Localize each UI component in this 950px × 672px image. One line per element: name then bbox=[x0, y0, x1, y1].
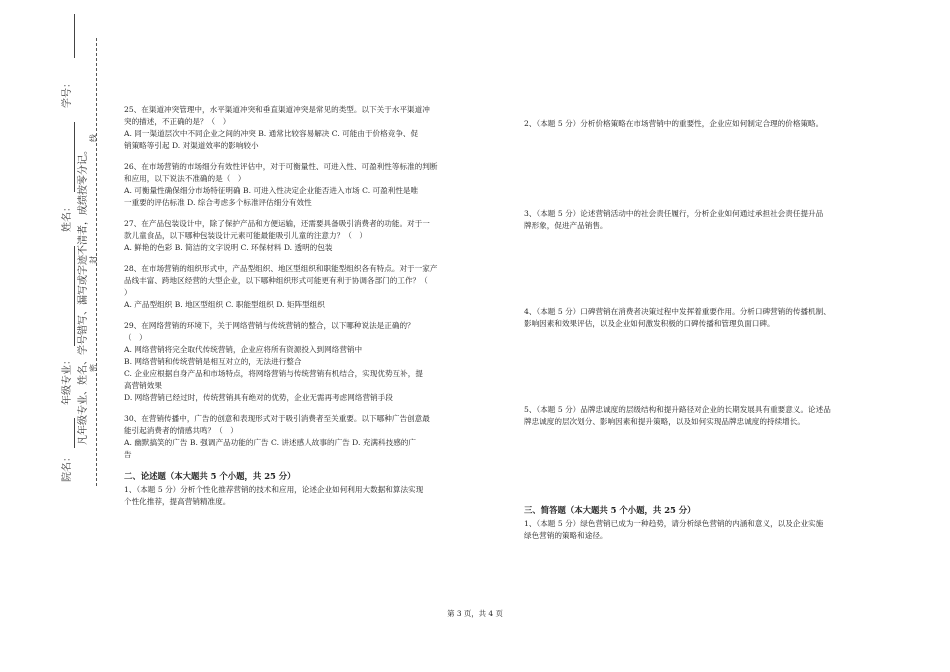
section-title-essay: 二、论述题（本大题共 5 个小题，共 25 分） bbox=[124, 471, 296, 481]
question-stem: 28、在市场营销的组织形式中，产品型组织、地区型组织和职能型组织各有特点。对于一家产 bbox=[124, 264, 438, 273]
school-label: 院名： bbox=[62, 452, 73, 482]
major-blank-line bbox=[74, 246, 75, 346]
question-stem: 和应用，以下说法不准确的是（ ） bbox=[124, 174, 246, 183]
question-options: 高营销效果 bbox=[124, 381, 162, 390]
essay-question-4-block bbox=[524, 306, 874, 330]
seal-mark-3: 线 bbox=[89, 134, 98, 142]
question-25 bbox=[124, 104, 472, 152]
question-stem: 27、在产品包装设计中，除了保护产品和方便运输，还需要具备吸引消费者的功能。对于一 bbox=[124, 219, 430, 228]
binding-margin bbox=[0, 0, 110, 672]
question-options: A. 产品型组织 B. 地区型组织 C. 职能型组织 D. 矩阵型组织 bbox=[124, 300, 325, 309]
name-blank-line bbox=[74, 122, 75, 192]
student-id-label: 学号： bbox=[62, 78, 73, 108]
essay-section bbox=[124, 470, 472, 508]
seal-dashed-line bbox=[96, 38, 97, 486]
question-options: B. 网络营销和传统营销是相互对立的，无法进行整合 bbox=[124, 357, 302, 366]
question-stem: 品线丰富、跨地区经营的大型企业，以下哪种组织形式可能更有利于协调各部门的工作？（ bbox=[124, 276, 428, 285]
question-29 bbox=[124, 320, 472, 404]
question-28 bbox=[124, 263, 472, 311]
question-options: A. 网络营销将完全取代传统营销，企业应将所有资源投入到网络营销中 bbox=[124, 345, 363, 354]
question-options: A. 幽默搞笑的广告 B. 强调产品功能的广告 C. 讲述感人故事的广告 D. 充满科技感的广 bbox=[124, 438, 416, 447]
major-label: 年级专业： bbox=[62, 355, 73, 405]
question-stem: 26、在市场营销的市场细分有效性评估中，对于可衡量性、可进入性、可盈利性等标准的判断 bbox=[124, 162, 438, 171]
question-options: A. 鲜艳的色彩 B. 简洁的文字说明 C. 环保材料 D. 透明的包装 bbox=[124, 243, 333, 252]
page-number: 第 3 页，共 4 页 bbox=[447, 609, 503, 618]
essay-question-5: 5、（本题 5 分）品牌忠诚度的层级结构和提升路径对企业的长期发展具有重要意义。论述品 bbox=[524, 405, 831, 414]
school-blank-line bbox=[74, 418, 75, 448]
question-options: A. 可衡量性确保细分市场特征明确 B. 可进入性决定企业能否进入市场 C. 可盈利性是唯 bbox=[124, 186, 419, 195]
seal-mark-2: 封 bbox=[89, 256, 98, 264]
essay-question-2: 2、（本题 5 分）分析价格策略在市场营销中的重要性，企业应如何制定合理的价格策略。 bbox=[524, 119, 824, 128]
question-options: C. 企业应根据自身产品和市场特点，将网络营销与传统营销有机结合，实现优势互补，提 bbox=[124, 369, 423, 378]
question-stem: 突的描述，不正确的是？（ ） bbox=[124, 117, 231, 126]
essay-question-3-block bbox=[524, 208, 874, 232]
essay-question-3-cont: 牌形象，促进产品销售。 bbox=[524, 221, 608, 230]
question-stem: 款儿童食品，以下哪种包装设计元素可能最能吸引儿童的注意力？（ ） bbox=[124, 231, 367, 240]
seal-mark-1: 密 bbox=[89, 364, 98, 372]
question-options: A. 同一渠道层次中不同企业之间的冲突 B. 通常比较容易解决 C. 可能由于价格竞争、促 bbox=[124, 129, 419, 138]
essay-question-1: 1、（本题 5 分）分析个性化推荐营销的技术和应用，论述企业如何利用大数据和算法实现 bbox=[124, 485, 424, 494]
question-stem: ） bbox=[124, 288, 132, 297]
short-answer-question-1-cont: 绿色营销的策略和途径。 bbox=[524, 531, 608, 540]
question-stem: 25、在渠道冲突管理中，水平渠道冲突和垂直渠道冲突是常见的类型。以下关于水平渠道冲 bbox=[124, 105, 430, 114]
essay-question-5-cont: 牌忠诚度的层次划分、影响因素和提升策略，以及如何实现品牌忠诚度的持续增长。 bbox=[524, 417, 805, 426]
question-stem: 29、在网络营销的环境下，关于网络营销与传统营销的整合，以下哪种说法是正确的？ bbox=[124, 321, 415, 330]
question-options: 告 bbox=[124, 450, 132, 459]
question-stem: 30、在营销传播中，广告的创意和表现形式对于吸引消费者至关重要。以下哪种广告创意最 bbox=[124, 414, 430, 423]
name-label: 姓名： bbox=[62, 202, 73, 232]
filling-notice: 凡年级专业、姓名、学号错写、漏写或字迹不清者，成绩按零分记。 bbox=[78, 145, 89, 445]
essay-question-4: 4、（本题 5 分）口碑营销在消费者决策过程中发挥着重要作用。分析口碑营销的传播机制、 bbox=[524, 307, 831, 316]
short-answer-section bbox=[524, 504, 874, 542]
right-column bbox=[524, 118, 874, 130]
question-26 bbox=[124, 161, 472, 209]
essay-question-4-cont: 影响因素和效果评估，以及企业如何激发积极的口碑传播和管理负面口碑。 bbox=[524, 319, 775, 328]
student-id-blank-line bbox=[74, 14, 75, 58]
question-options: D. 网络营销已经过时，传统营销具有绝对的优势，企业无需再考虑网络营销手段 bbox=[124, 393, 393, 402]
essay-question-3: 3、（本题 5 分）论述营销活动中的社会责任履行，分析企业如何通过承担社会责任提升品 bbox=[524, 209, 824, 218]
left-column bbox=[124, 104, 472, 508]
question-27 bbox=[124, 218, 472, 254]
section-title-short-answer: 三、简答题（本大题共 5 个小题，共 25 分） bbox=[524, 505, 696, 515]
question-stem: （ ） bbox=[124, 333, 147, 342]
question-options: 一重要的评估标准 D. 综合考虑多个标准评估细分有效性 bbox=[124, 198, 312, 207]
question-options: 销策略等引起 D. 对渠道效率的影响较小 bbox=[124, 141, 259, 150]
question-stem: 能引起消费者的情感共鸣？（ ） bbox=[124, 426, 238, 435]
question-30 bbox=[124, 413, 472, 461]
essay-question-5-block bbox=[524, 404, 874, 428]
short-answer-question-1: 1、（本题 5 分）绿色营销已成为一种趋势，请分析绿色营销的内涵和意义，以及企业实施 bbox=[524, 519, 824, 528]
essay-question-1-cont: 个性化推荐，提高营销精准度。 bbox=[124, 497, 231, 506]
